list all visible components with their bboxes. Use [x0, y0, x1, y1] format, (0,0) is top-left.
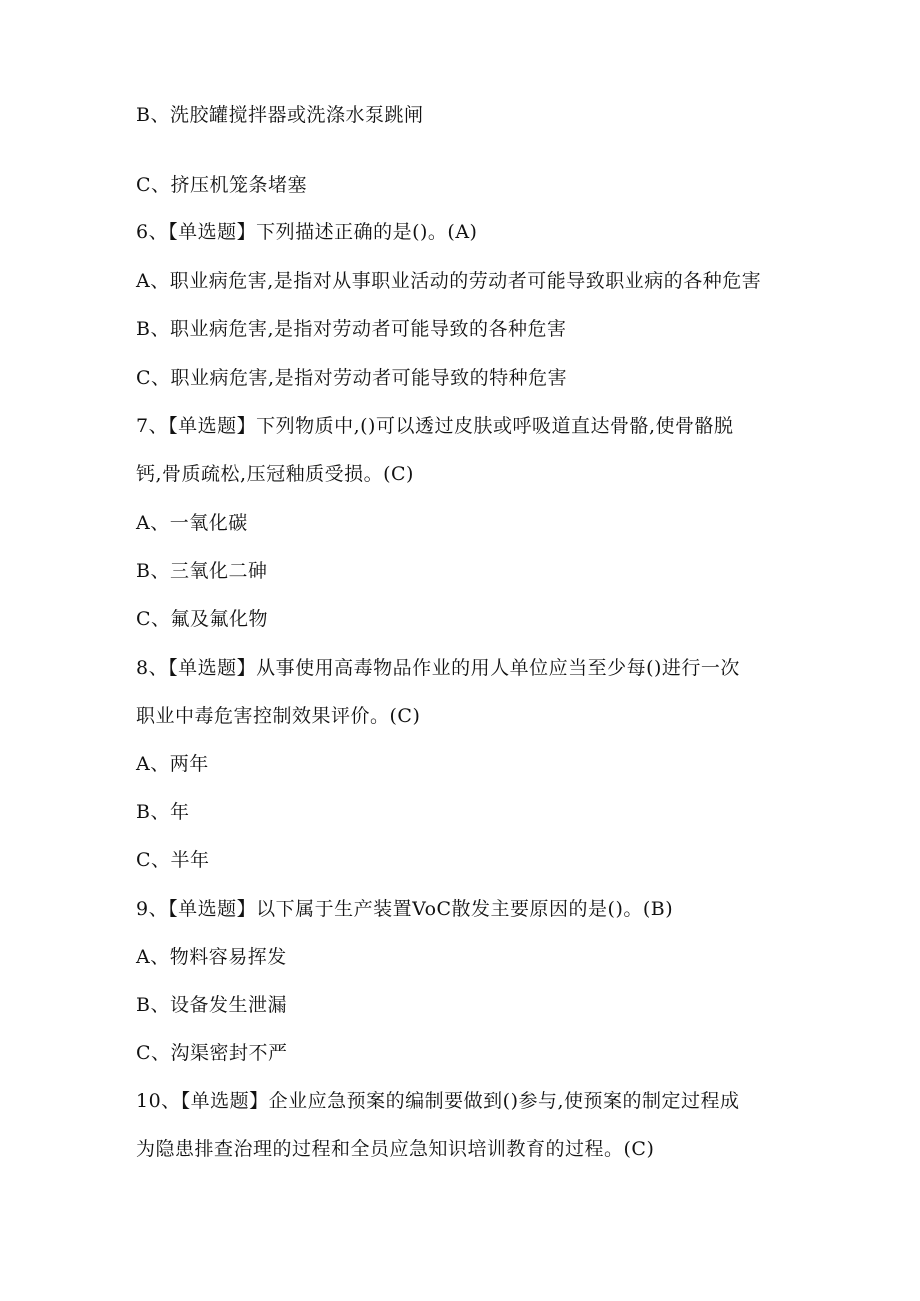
option-c-q6: C、职业病危害,是指对劳动者可能导致的特种危害: [136, 367, 568, 389]
question-10-line-2: 为隐患排查治理的过程和全员应急知识培训教育的过程。(C): [136, 1138, 655, 1160]
option-c-q8: C、半年: [136, 849, 210, 871]
option-a-q8: A、两年: [136, 753, 209, 775]
option-a-q9: A、物料容易挥发: [136, 946, 287, 968]
question-8-line-2: 职业中毒危害控制效果评价。(C): [136, 705, 421, 727]
question-6: 6、【单选题】下列描述正确的是()。(A): [136, 221, 478, 243]
option-b-q9: B、设备发生泄漏: [136, 994, 287, 1016]
option-c-q9: C、沟渠密封不严: [136, 1042, 288, 1064]
option-a-q6: A、职业病危害,是指对从事职业活动的劳动者可能导致职业病的各种危害: [136, 270, 762, 292]
option-b-q7: B、三氧化二砷: [136, 560, 268, 582]
question-7-line-2: 钙,骨质疏松,压冠釉质受损。(C): [136, 463, 414, 485]
option-c-q5: C、挤压机笼条堵塞: [136, 174, 308, 196]
question-8-line-1: 8、【单选题】从事使用高毒物品作业的用人单位应当至少每()进行一次: [136, 657, 740, 679]
option-c-q7: C、氟及氟化物: [136, 608, 269, 630]
option-b-q8: B、年: [136, 801, 190, 823]
option-b-q5: B、洗胶罐搅拌器或洗涤水泵跳闸: [136, 104, 424, 126]
question-9: 9、【单选题】以下属于生产装置VoC散发主要原因的是()。(B): [136, 898, 674, 920]
question-7-line-1: 7、【单选题】下列物质中,()可以透过皮肤或呼吸道直达骨骼,使骨骼脱: [136, 415, 734, 437]
question-10-line-1: 10、【单选题】企业应急预案的编制要做到()参与,使预案的制定过程成: [136, 1090, 740, 1112]
option-b-q6: B、职业病危害,是指对劳动者可能导致的各种危害: [136, 318, 567, 340]
option-a-q7: A、一氧化碳: [136, 512, 248, 534]
